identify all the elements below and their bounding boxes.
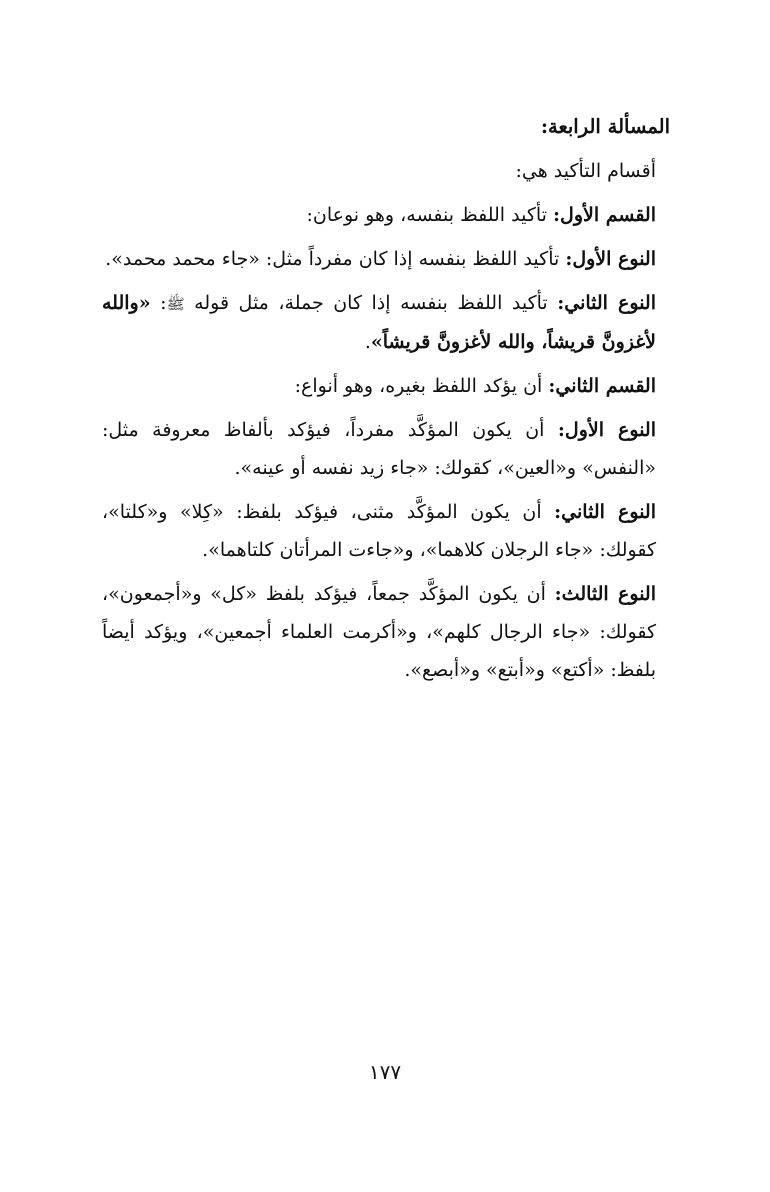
section2-type1-paragraph <box>102 411 670 487</box>
section2-type1-term: النوع الأول: <box>557 419 656 441</box>
intro-paragraph <box>102 152 670 190</box>
section2-type3-text: أن يكون المؤكَّد جمعاً، فيؤكد بلفظ «كل» و«أجمعون»، كقولك: «جاء الرجال كلهم»، و«أكرمت العلماء أجمعين»، ويؤكد أيضاً بلفظ: «أكتع» و«أبتع» و«أبصع». <box>102 583 656 681</box>
section1-paragraph <box>102 196 670 234</box>
section1-text: تأكيد اللفظ بنفسه، وهو نوعان: <box>306 204 553 226</box>
section2-text: أن يؤكد اللفظ بغيره، وهو أنواع: <box>294 375 549 397</box>
section2-type2-text: أن يكون المؤكَّد مثنى، فيؤكد بلفظ: «كِلا» و«كلتا»، كقولك: «جاء الرجلان كلاهما»، و«جاءت المرأتان كلتاهما». <box>102 501 656 561</box>
section2-type2-term: النوع الثاني: <box>554 501 656 523</box>
hadith-quote: «والله لأغزونَّ قريشاً، والله لأغزونَّ قريشاً» <box>102 292 656 353</box>
section2-type2-paragraph <box>102 493 670 569</box>
salutation-glyph: ﷺ <box>166 295 185 313</box>
section1-type2-text: تأكيد اللفظ بنفسه إذا كان جملة، مثل قوله <box>184 292 558 314</box>
section1-type2-term: النوع الثاني: <box>557 292 656 314</box>
section1-type1-term: النوع الأول: <box>565 248 656 270</box>
page-number: ١٧٧ <box>368 1060 402 1084</box>
intro-text: أقسام التأكيد هي: <box>515 160 656 182</box>
section-heading <box>102 108 670 146</box>
section2-type3-paragraph <box>102 575 670 689</box>
section1-type1-paragraph <box>102 240 670 278</box>
section2-term: القسم الثاني: <box>548 375 656 397</box>
section2-type1-text: أن يكون المؤكَّد مفرداً، فيؤكد بألفاظ معروفة مثل: «النفس» و«العين»، كقولك: «جاء زيد نفسه أو عينه». <box>102 419 656 479</box>
section1-term: القسم الأول: <box>553 204 656 226</box>
section2-type3-term: النوع الثالث: <box>554 583 656 605</box>
section1-type2-colon: : <box>150 292 167 314</box>
heading-text: المسألة الرابعة: <box>540 115 670 138</box>
section1-type2-paragraph <box>102 284 670 361</box>
section1-type2-end: . <box>364 331 371 353</box>
section2-paragraph <box>102 367 670 405</box>
page-body <box>102 108 670 695</box>
section1-type1-text: تأكيد اللفظ بنفسه إذا كان مفرداً مثل: «جاء محمد محمد». <box>105 248 566 270</box>
